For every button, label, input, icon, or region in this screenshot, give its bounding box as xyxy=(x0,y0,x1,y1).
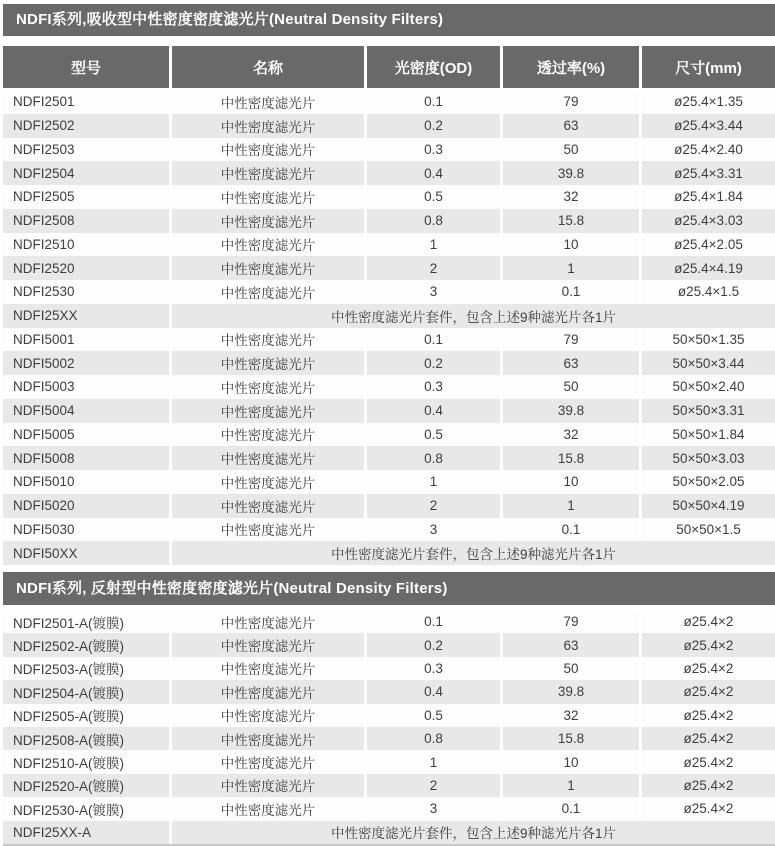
cell-model: NDFI2504-A(镀膜) xyxy=(3,680,172,703)
cell-size: ø25.4×2 xyxy=(683,684,734,700)
column-header-name: 名称 xyxy=(172,46,367,88)
table-row xyxy=(3,727,775,750)
table-row xyxy=(3,280,775,304)
cell-model: NDFI5004 xyxy=(3,399,172,423)
cell-name: 中性密度滤光片 xyxy=(172,399,367,423)
cell-transmission: 15.8 xyxy=(503,446,642,470)
cell-od: 0.1 xyxy=(367,610,503,633)
cell-name: 中性密度滤光片 xyxy=(172,518,367,542)
table-row-filter-set xyxy=(3,821,775,844)
cell-transmission: 50 xyxy=(503,657,642,680)
table-row xyxy=(3,446,775,470)
table-body-absorptive xyxy=(3,90,775,565)
cell-transmission: 39.8 xyxy=(503,680,642,703)
table-row xyxy=(3,750,775,773)
cell-od: 2 xyxy=(367,256,503,280)
table-column-header xyxy=(3,46,775,88)
table-row xyxy=(3,774,775,797)
cell-model: NDFI2503-A(镀膜) xyxy=(3,657,172,680)
cell-size: ø25.4×2.40 xyxy=(674,141,743,157)
cell-name: 中性密度滤光片 xyxy=(172,494,367,518)
cell-name: 中性密度滤光片 xyxy=(172,704,367,727)
cell-model: NDFI5020 xyxy=(3,494,172,518)
cell-od: 3 xyxy=(367,797,503,820)
cell-model: NDFI2520-A(镀膜) xyxy=(3,774,172,797)
cell-od: 2 xyxy=(367,774,503,797)
cell-transmission: 32 xyxy=(503,423,642,447)
cell-name: 中性密度滤光片 xyxy=(172,423,367,447)
cell-model: NDFI5030 xyxy=(3,518,172,542)
cell-model: NDFI2530 xyxy=(3,280,172,304)
table-row xyxy=(3,633,775,656)
cell-od: 0.1 xyxy=(367,90,503,114)
cell-transmission: 10 xyxy=(503,750,642,773)
cell-name: 中性密度滤光片 xyxy=(172,161,367,185)
cell-transmission: 15.8 xyxy=(503,209,642,233)
cell-name: 中性密度滤光片 xyxy=(172,470,367,494)
cell-model: NDFI5010 xyxy=(3,470,172,494)
table-row xyxy=(3,233,775,257)
table-row xyxy=(3,209,775,233)
cell-model: NDFI2520 xyxy=(3,256,172,280)
cell-name: 中性密度滤光片 xyxy=(172,446,367,470)
cell-size: 50×50×1.35 xyxy=(672,331,745,347)
cell-size: ø25.4×1.84 xyxy=(674,189,743,205)
cell-name: 中性密度滤光片 xyxy=(172,797,367,820)
table-row xyxy=(3,138,775,162)
cell-size: ø25.4×1.35 xyxy=(674,94,743,110)
cell-name: 中性密度滤光片 xyxy=(172,727,367,750)
cell-od: 2 xyxy=(367,494,503,518)
cell-od: 0.2 xyxy=(367,114,503,138)
table-row xyxy=(3,470,775,494)
cell-od: 0.3 xyxy=(367,657,503,680)
cell-size: ø25.4×4.19 xyxy=(674,260,743,276)
cell-name: 中性密度滤光片 xyxy=(172,633,367,656)
column-header-size: 尺寸(mm) xyxy=(642,46,775,88)
table-row xyxy=(3,680,775,703)
cell-od: 3 xyxy=(367,280,503,304)
cell-transmission: 10 xyxy=(503,233,642,257)
table-row xyxy=(3,704,775,727)
cell-od: 0.3 xyxy=(367,375,503,399)
cell-od: 0.4 xyxy=(367,399,503,423)
cell-od: 1 xyxy=(367,233,503,257)
table-row xyxy=(3,657,775,680)
cell-od: 1 xyxy=(367,750,503,773)
cell-model: NDFI2510-A(镀膜) xyxy=(3,750,172,773)
cell-size: 50×50×2.40 xyxy=(672,379,745,395)
cell-name: 中性密度滤光片 xyxy=(172,680,367,703)
cell-model: NDFI2508-A(镀膜) xyxy=(3,727,172,750)
cell-od: 1 xyxy=(367,470,503,494)
cell-model: NDFI5008 xyxy=(3,446,172,470)
cell-od: 0.8 xyxy=(367,727,503,750)
cell-size: ø25.4×2.05 xyxy=(674,236,743,252)
cell-size: 50×50×1.5 xyxy=(676,521,741,537)
cell-set-description: 中性密度滤光片套件，包含上述9种滤光片各1片 xyxy=(330,547,616,563)
cell-od: 0.2 xyxy=(367,633,503,656)
cell-od: 0.4 xyxy=(367,161,503,185)
cell-size: 50×50×1.84 xyxy=(672,426,745,442)
cell-size: ø25.4×2 xyxy=(683,754,734,770)
cell-name: 中性密度滤光片 xyxy=(172,185,367,209)
cell-model: NDFI5001 xyxy=(3,328,172,352)
cell-od: 0.3 xyxy=(367,138,503,162)
cell-transmission: 50 xyxy=(503,138,642,162)
cell-od: 0.5 xyxy=(367,423,503,447)
table-row xyxy=(3,423,775,447)
cell-model: NDFI2508 xyxy=(3,209,172,233)
cell-size: ø25.4×2 xyxy=(683,731,734,747)
cell-size: ø25.4×3.44 xyxy=(674,118,743,134)
cell-od: 3 xyxy=(367,518,503,542)
cell-model: NDFI2502 xyxy=(3,114,172,138)
table-row xyxy=(3,610,775,633)
cell-model: NDFI2501 xyxy=(3,90,172,114)
table-row xyxy=(3,351,775,375)
cell-transmission: 63 xyxy=(503,351,642,375)
cell-od: 0.8 xyxy=(367,209,503,233)
cell-size: ø25.4×3.03 xyxy=(674,213,743,229)
cell-set-description: 中性密度滤光片套件，包含上述9种滤光片各1片 xyxy=(330,309,616,325)
cell-transmission: 50 xyxy=(503,375,642,399)
cell-name: 中性密度滤光片 xyxy=(172,657,367,680)
cell-od: 0.5 xyxy=(367,704,503,727)
table-row xyxy=(3,375,775,399)
cell-size: ø25.4×3.31 xyxy=(674,165,743,181)
cell-od: 0.8 xyxy=(367,446,503,470)
table-row xyxy=(3,518,775,542)
cell-name: 中性密度滤光片 xyxy=(172,138,367,162)
cell-model: NDFI2501-A(镀膜) xyxy=(3,610,172,633)
column-header-od: 光密度(OD) xyxy=(367,46,503,88)
cell-transmission: 0.1 xyxy=(503,797,642,820)
table-row xyxy=(3,256,775,280)
cell-name: 中性密度滤光片 xyxy=(172,114,367,138)
table-body-reflective xyxy=(3,610,775,844)
cell-size: ø25.4×2 xyxy=(683,660,734,676)
cell-model: NDFI2530-A(镀膜) xyxy=(3,797,172,820)
cell-od: 0.4 xyxy=(367,680,503,703)
table-row xyxy=(3,328,775,352)
cell-name: 中性密度滤光片 xyxy=(172,256,367,280)
cell-model: NDFI2505-A(镀膜) xyxy=(3,704,172,727)
cell-name: 中性密度滤光片 xyxy=(172,328,367,352)
cell-size: ø25.4×2 xyxy=(683,777,734,793)
cell-transmission: 0.1 xyxy=(503,280,642,304)
cell-name: 中性密度滤光片 xyxy=(172,750,367,773)
table-row xyxy=(3,114,775,138)
cell-size: 50×50×3.03 xyxy=(672,450,745,466)
cell-model: NDFI5003 xyxy=(3,375,172,399)
cell-size: 50×50×2.05 xyxy=(672,474,745,490)
cell-size: ø25.4×2 xyxy=(683,614,734,630)
cell-transmission: 15.8 xyxy=(503,727,642,750)
cell-model: NDFI50XX xyxy=(3,541,172,565)
cell-name: 中性密度滤光片 xyxy=(172,209,367,233)
cell-transmission: 32 xyxy=(503,704,642,727)
cell-name: 中性密度滤光片 xyxy=(172,280,367,304)
column-header-model: 型号 xyxy=(3,46,172,88)
cell-model: NDFI2504 xyxy=(3,161,172,185)
cell-transmission: 63 xyxy=(503,633,642,656)
cell-model: NDFI2510 xyxy=(3,233,172,257)
table-row-filter-set xyxy=(3,304,775,328)
cell-transmission: 39.8 xyxy=(503,161,642,185)
table-row-filter-set xyxy=(3,541,775,565)
cell-transmission: 39.8 xyxy=(503,399,642,423)
cell-transmission: 79 xyxy=(503,90,642,114)
cell-size: 50×50×4.19 xyxy=(672,498,745,514)
cell-transmission: 79 xyxy=(503,328,642,352)
cell-size: ø25.4×2 xyxy=(683,801,734,817)
cell-size: ø25.4×2 xyxy=(683,637,734,653)
cell-od: 0.5 xyxy=(367,185,503,209)
cell-od: 0.1 xyxy=(367,328,503,352)
cell-transmission: 63 xyxy=(503,114,642,138)
cell-name: 中性密度滤光片 xyxy=(172,610,367,633)
table-row xyxy=(3,797,775,820)
section-title-reflective: NDFI系列, 反射型中性密度密度滤光片(Neutral Density Filters) xyxy=(3,572,775,605)
cell-size: ø25.4×1.5 xyxy=(677,284,740,300)
cell-transmission: 10 xyxy=(503,470,642,494)
table-row xyxy=(3,494,775,518)
cell-model: NDFI2502-A(镀膜) xyxy=(3,633,172,656)
cell-transmission: 1 xyxy=(503,256,642,280)
cell-transmission: 32 xyxy=(503,185,642,209)
cell-model: NDFI25XX xyxy=(3,304,172,328)
cell-size: 50×50×3.31 xyxy=(672,403,745,419)
cell-name: 中性密度滤光片 xyxy=(172,375,367,399)
cell-set-description: 中性密度滤光片套件，包含上述9种滤光片各1片 xyxy=(330,826,616,842)
table-row xyxy=(3,399,775,423)
cell-model: NDFI5002 xyxy=(3,351,172,375)
cell-name: 中性密度滤光片 xyxy=(172,233,367,257)
cell-name: 中性密度滤光片 xyxy=(172,351,367,375)
column-header-transmission: 透过率(%) xyxy=(503,46,642,88)
cell-name: 中性密度滤光片 xyxy=(172,90,367,114)
cell-transmission: 0.1 xyxy=(503,518,642,542)
table-row xyxy=(3,90,775,114)
cell-model: NDFI2503 xyxy=(3,138,172,162)
cell-model: NDFI25XX-A xyxy=(3,821,172,844)
table-row xyxy=(3,185,775,209)
table-row xyxy=(3,161,775,185)
section-title-absorptive: NDFI系列,吸收型中性密度密度滤光片(Neutral Density Filters) xyxy=(3,4,775,36)
cell-transmission: 79 xyxy=(503,610,642,633)
cell-model: NDFI5005 xyxy=(3,423,172,447)
cell-od: 0.2 xyxy=(367,351,503,375)
cell-name: 中性密度滤光片 xyxy=(172,774,367,797)
cell-size: ø25.4×2 xyxy=(683,707,734,723)
cell-size: 50×50×3.44 xyxy=(672,355,745,371)
cell-model: NDFI2505 xyxy=(3,185,172,209)
cell-transmission: 1 xyxy=(503,774,642,797)
cell-transmission: 1 xyxy=(503,494,642,518)
